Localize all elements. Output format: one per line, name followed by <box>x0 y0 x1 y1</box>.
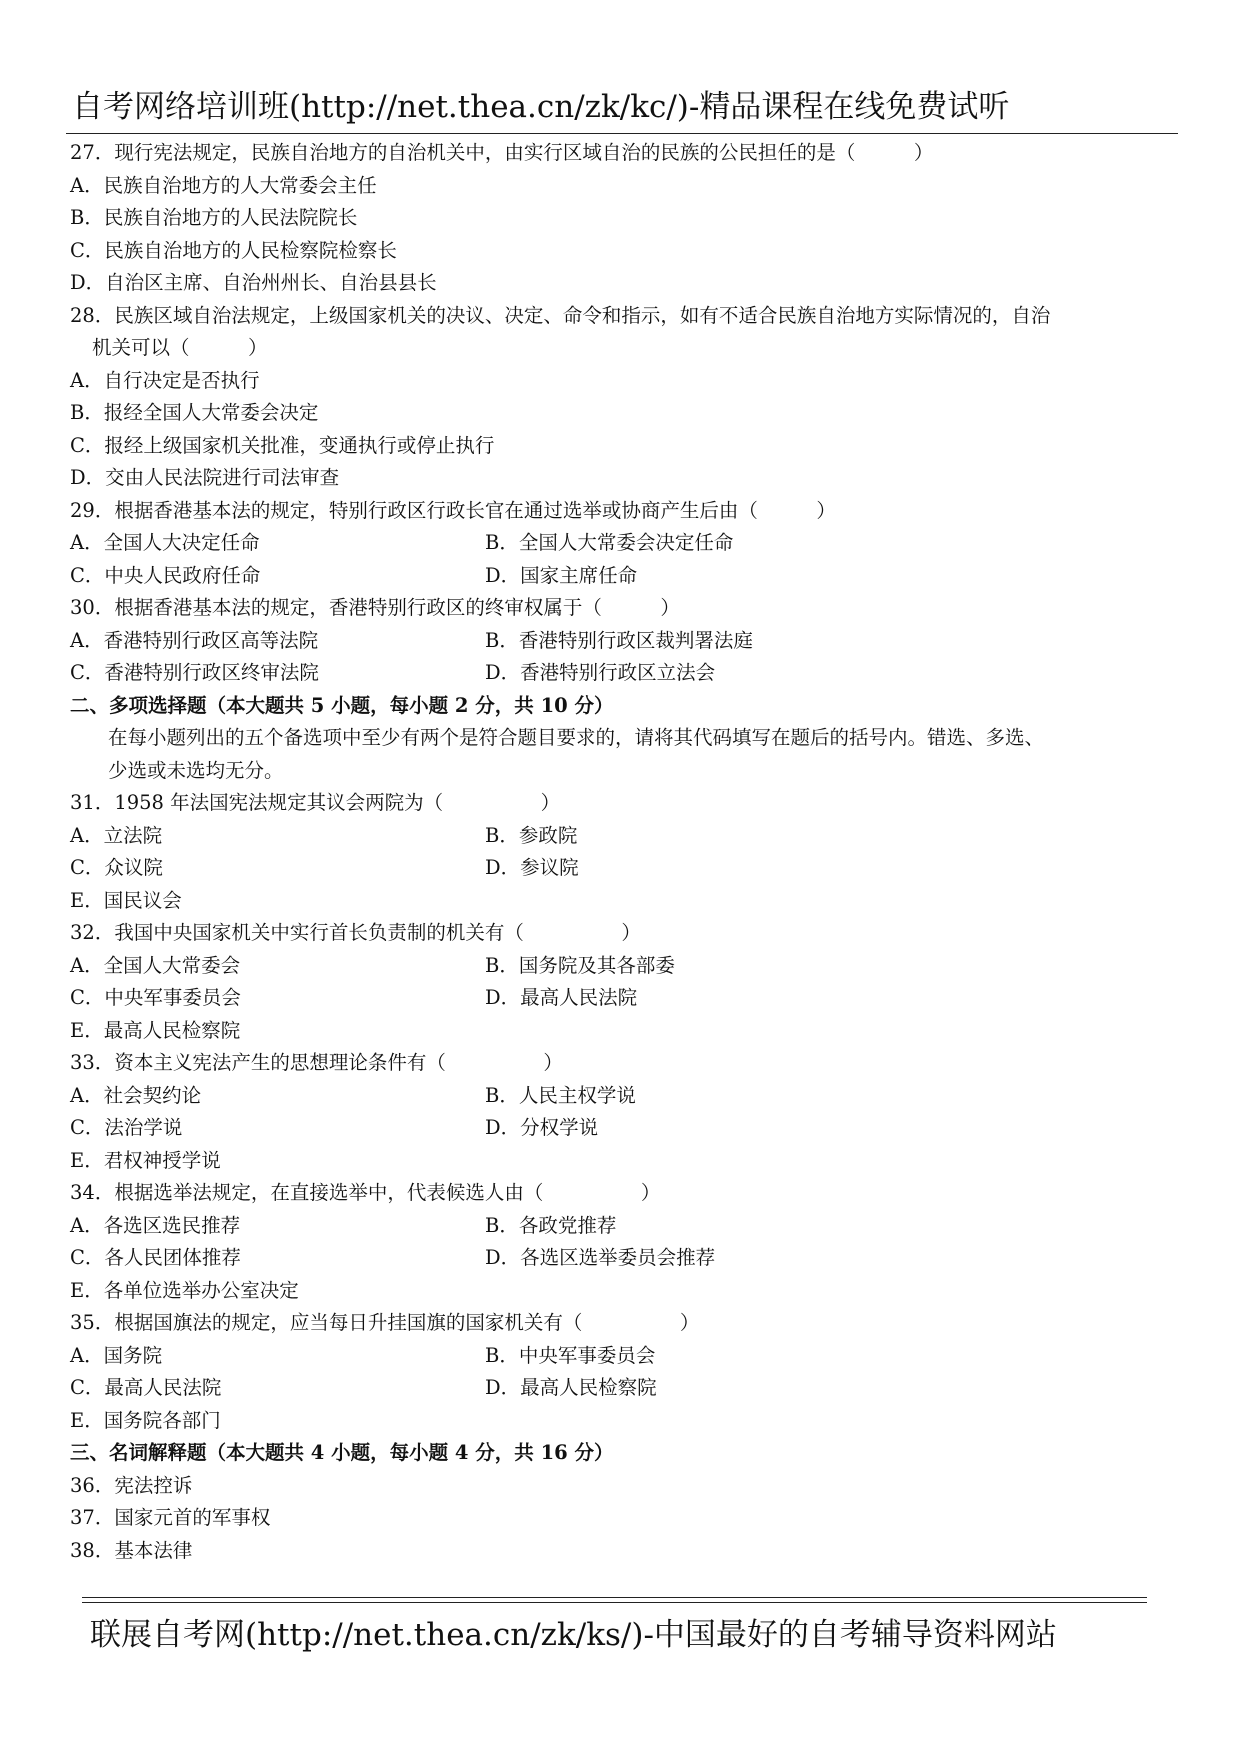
question-31-option-a: A．立法院 <box>70 823 163 847</box>
question-33-stem: 33．资本主义宪法产生的思想理论条件有（ ） <box>70 1051 563 1074</box>
question-30-option-b: B．香港特别行政区裁判署法庭 <box>485 628 753 652</box>
question-33-option-c: C．法治学说 <box>70 1116 183 1139</box>
question-32-options-row-2 <box>70 982 1180 1015</box>
question-34-option-c: C．各人民团体推荐 <box>70 1246 241 1269</box>
question-38: 38．基本法律 <box>70 1538 193 1562</box>
question-31-option-c: C．众议院 <box>70 856 163 879</box>
question-32-option-e: E．最高人民检察院 <box>70 1018 241 1042</box>
question-33-option-a: A．社会契约论 <box>70 1083 202 1107</box>
question-35-option-d: D．最高人民检察院 <box>485 1376 657 1399</box>
question-29-option-a: A．全国人大决定任命 <box>70 531 260 554</box>
question-29-option-d: D．国家主席任命 <box>485 563 638 587</box>
question-28-option-a: A．自行决定是否执行 <box>70 368 260 392</box>
question-29-options-row-1 <box>70 527 1180 560</box>
question-29-option-b: B．全国人大常委会决定任命 <box>485 531 734 554</box>
section-2-instructions-continued: 少选或未选均无分。 <box>108 758 284 782</box>
question-33-options-row-1 <box>70 1080 1180 1113</box>
question-34-options-row-2 <box>70 1242 1180 1275</box>
question-31-option-d: D．参议院 <box>485 856 579 879</box>
section-3-title: 三、名词解释题（本大题共 4 小题，每小题 4 分，共 16 分） <box>70 1441 614 1464</box>
question-27-stem: 27．现行宪法规定，民族自治地方的自治机关中，由实行区域自治的民族的公民担任的是（ ） <box>70 141 934 164</box>
question-30-option-a: A．香港特别行政区高等法院 <box>70 628 319 652</box>
question-32-option-c: C．中央军事委员会 <box>70 986 241 1009</box>
question-28-option-d: D．交由人民法院进行司法审查 <box>70 466 340 489</box>
question-30-options-row-1 <box>70 625 1180 658</box>
question-28-stem: 28．民族区域自治法规定，上级国家机关的决议、决定、命令和指示，如有不适合民族自治地方实际情况的，自治 <box>70 303 1051 327</box>
question-35-option-e: E．国务院各部门 <box>70 1408 221 1432</box>
question-31-stem: 31．1958 年法国宪法规定其议会两院为（ ） <box>70 791 561 814</box>
question-34-option-e: E．各单位选举办公室决定 <box>70 1278 299 1302</box>
question-29-options-row-2 <box>70 560 1180 593</box>
question-37: 37．国家元首的军事权 <box>70 1506 271 1529</box>
question-34-options-row-1 <box>70 1210 1180 1243</box>
question-31-options-row-1 <box>70 820 1180 853</box>
question-31-option-b: B．参政院 <box>485 823 578 847</box>
question-35-stem: 35．根据国旗法的规定，应当每日升挂国旗的国家机关有（ ） <box>70 1311 700 1334</box>
question-29-option-c: C．中央人民政府任命 <box>70 563 261 587</box>
question-30-stem: 30．根据香港基本法的规定，香港特别行政区的终审权属于（ ） <box>70 596 680 619</box>
section-2-title: 二、多项选择题（本大题共 5 小题，每小题 2 分，共 10 分） <box>70 693 614 717</box>
question-31-options-row-2 <box>70 852 1180 885</box>
question-34-option-a: A．各选区选民推荐 <box>70 1213 241 1237</box>
question-27-option-a: A．民族自治地方的人大常委会主任 <box>70 173 377 197</box>
exam-content <box>70 137 1180 1567</box>
question-35-option-a: A．国务院 <box>70 1343 163 1367</box>
question-35-option-c: C．最高人民法院 <box>70 1376 222 1399</box>
question-30-option-c: C．香港特别行政区终审法院 <box>70 661 319 684</box>
question-35-options-row-2 <box>70 1372 1180 1405</box>
question-33-options-row-2 <box>70 1112 1180 1145</box>
question-32-option-d: D．最高人民法院 <box>485 986 638 1009</box>
footer-double-rule <box>82 1597 1147 1603</box>
question-33-option-d: D．分权学说 <box>485 1116 599 1139</box>
question-32-stem: 32．我国中央国家机关中实行首长负责制的机关有（ ） <box>70 921 641 944</box>
question-33-option-e: E．君权神授学说 <box>70 1148 221 1172</box>
question-35-option-b: B．中央军事委员会 <box>485 1343 656 1367</box>
question-32-options-row-1 <box>70 950 1180 983</box>
question-31-option-e: E．国民议会 <box>70 888 182 912</box>
page-header: 自考网络培训班(http://net.thea.cn/zk/kc/)-精品课程在线免费试听 <box>72 89 1010 125</box>
question-30-option-d: D．香港特别行政区立法会 <box>485 661 716 684</box>
question-29-stem: 29．根据香港基本法的规定，特别行政区行政长官在通过选举或协商产生后由（ ） <box>70 498 836 522</box>
question-34-option-b: B．各政党推荐 <box>485 1213 617 1237</box>
question-30-options-row-2 <box>70 657 1180 690</box>
question-28-option-c: C．报经上级国家机关批准，变通执行或停止执行 <box>70 433 495 457</box>
question-36: 36．宪法控诉 <box>70 1473 193 1497</box>
question-32-option-b: B．国务院及其各部委 <box>485 953 675 977</box>
question-34-stem: 34．根据选举法规定，在直接选举中，代表候选人由（ ） <box>70 1181 661 1204</box>
question-27-option-b: B．民族自治地方的人民法院院长 <box>70 206 358 229</box>
section-2-instructions: 在每小题列出的五个备选项中至少有两个是符合题目要求的，请将其代码填写在题后的括号内。错选、多选、 <box>108 726 1045 749</box>
header-rule <box>66 133 1178 134</box>
question-34-option-d: D．各选区选举委员会推荐 <box>485 1246 716 1269</box>
question-35-options-row-1 <box>70 1340 1180 1373</box>
page-footer: 联展自考网(http://net.thea.cn/zk/ks/)-中国最好的自考辅导资料网站 <box>90 1617 1057 1653</box>
question-28-option-b: B．报经全国人大常委会决定 <box>70 401 319 424</box>
question-27-option-d: D．自治区主席、自治州州长、自治县县长 <box>70 271 437 294</box>
question-28-stem-continued: 机关可以（ ） <box>92 336 268 359</box>
question-33-option-b: B．人民主权学说 <box>485 1083 636 1107</box>
question-32-option-a: A．全国人大常委会 <box>70 953 241 977</box>
question-27-option-c: C．民族自治地方的人民检察院检察长 <box>70 238 397 262</box>
